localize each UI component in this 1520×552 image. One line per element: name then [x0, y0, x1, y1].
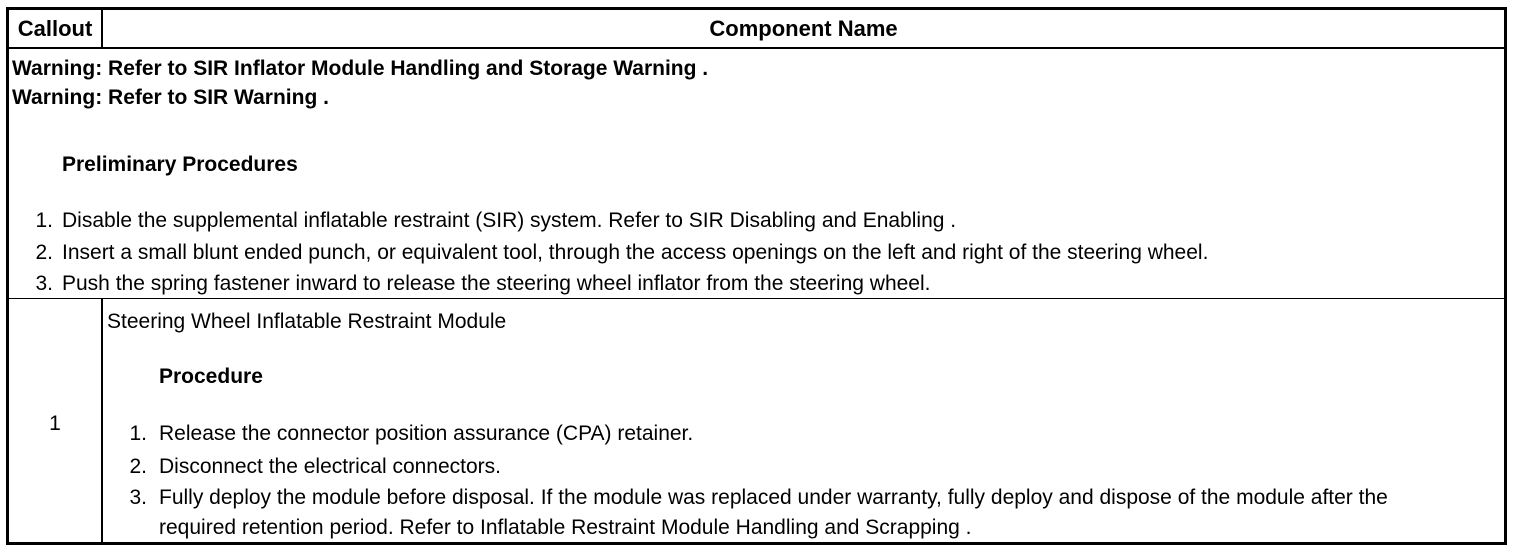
warning-inflator-module-link[interactable]: Warning: Refer to SIR Inflator Module Handling and Storage Warning .	[12, 57, 709, 80]
step-number: 1.	[129, 422, 147, 445]
table-row	[9, 299, 1504, 542]
step-text: Disconnect the electrical connectors.	[159, 455, 501, 478]
step-text: Release the connector position assurance (CPA) retainer.	[159, 422, 694, 445]
step-text[interactable]: Disable the supplemental inflatable restraint (SIR) system. Refer to SIR Disabling and Enabling .	[62, 209, 957, 232]
component-table	[6, 7, 1507, 545]
table-header-row	[9, 10, 1504, 49]
component-name: Steering Wheel Inflatable Restraint Module	[107, 310, 507, 333]
procedure-heading: Procedure	[159, 365, 263, 388]
step-number: 1.	[35, 209, 53, 232]
step-text: Insert a small blunt ended punch, or equivalent tool, through the access openings on the left and right of the steering wheel.	[62, 241, 1209, 264]
step-text[interactable]: Fully deploy the module before disposal. If the module was replaced under warranty, fully deploy and dispose of the module after the required retention period. Refer to Inflatable Restraint Module Handling and Scrapping .	[159, 486, 1388, 539]
step-number: 3.	[35, 272, 53, 295]
preliminary-section	[9, 49, 1504, 299]
callout-number: 1	[49, 412, 61, 435]
component-name-column-header: Component Name	[709, 16, 898, 41]
callout-cell	[9, 299, 103, 542]
step-number: 2.	[129, 455, 147, 478]
warning-sir-link[interactable]: Warning: Refer to SIR Warning .	[12, 86, 329, 109]
component-cell	[103, 299, 1504, 542]
step-text: Push the spring fastener inward to release the steering wheel inflator from the steering wheel.	[62, 272, 931, 295]
callout-column-header: Callout	[9, 10, 103, 47]
step-number: 2.	[35, 241, 53, 264]
step-number: 3.	[129, 486, 147, 509]
preliminary-procedures-heading: Preliminary Procedures	[62, 153, 298, 176]
